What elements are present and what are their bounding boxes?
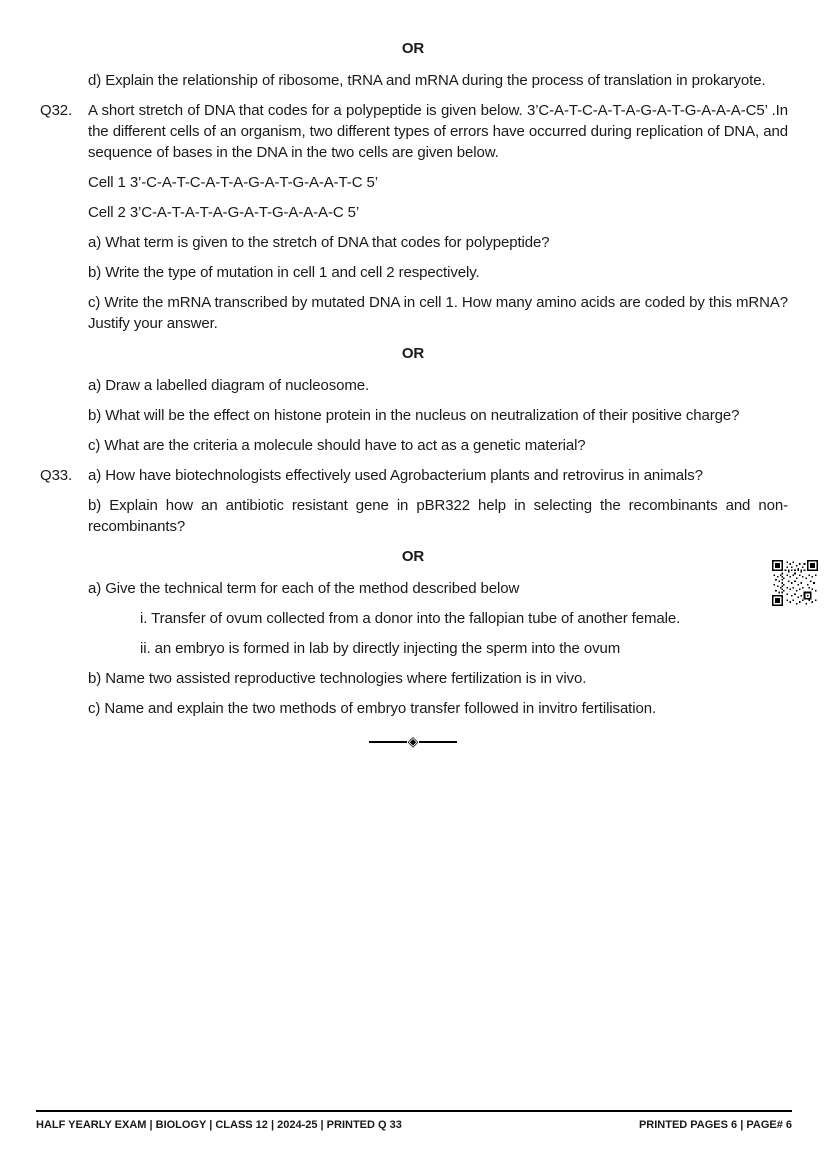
ornament-line [369, 741, 407, 743]
or-separator: OR [401, 548, 425, 565]
sub-question-b: b) Explain how an antibiotic resistant gene in pBR322 help in selecting the recombinants and non-recombinants? [88, 497, 788, 535]
dna-sequence-cell2: Cell 2 3’C-A-T-A-T-A-G-A-T-G-A-A-A-C 5’ [88, 204, 360, 221]
question-number: Q32. [40, 102, 73, 119]
footer-right-text: PRINTED PAGES 6 | PAGE# 6 [638, 1119, 792, 1131]
question-number: Q33. [40, 467, 73, 484]
sub-item-ii: ii. an embryo is formed in lab by directly injecting the sperm into the ovum [140, 640, 621, 657]
sub-question-a: a) Draw a labelled diagram of nucleosome. [88, 377, 370, 394]
sub-question-b: b) What will be the effect on histone protein in the nucleus on neutralization of their positive charge? [88, 407, 740, 424]
sub-question-a: a) What term is given to the stretch of DNA that codes for polypeptide? [88, 234, 550, 251]
sub-question-c: c) Write the mRNA transcribed by mutated DNA in cell 1. How many amino acids are coded by this mRNA? Justify your answer. [88, 294, 788, 332]
dna-sequence-cell1: Cell 1 3’-C-A-T-C-A-T-A-G-A-T-G-A-A-T-C 5’ [88, 174, 378, 191]
sub-item-i: i. Transfer of ovum collected from a donor into the fallopian tube of another female. [140, 610, 681, 627]
or-separator: OR [401, 345, 425, 362]
question-text: a) How have biotechnologists effectively used Agrobacterium plants and retrovirus in animals? [88, 467, 703, 484]
qr-code [772, 560, 818, 606]
question-q33 [40, 465, 788, 486]
sub-question-b: b) Name two assisted reproductive technologies where fertilization is in vivo. [88, 670, 587, 687]
footer-left-text: HALF YEARLY EXAM | BIOLOGY | CLASS 12 | 2024-25 | PRINTED Q 33 [36, 1119, 402, 1131]
or-separator: OR [401, 40, 425, 57]
page-footer [36, 1110, 792, 1131]
question-text: A short stretch of DNA that codes for a polypeptide is given below. 3’C-A-T-C-A-T-A-G-A-T-G-A-A-A-C5’ .In the different cells of an organism, two different types of errors have occurred during replication of DNA, and sequence of bases in the DNA in the two cells are given below. [88, 102, 788, 161]
sub-question-c: c) Name and explain the two methods of embryo transfer followed in invitro fertilisation. [88, 700, 657, 717]
diamond-icon: ◈ [407, 734, 419, 750]
end-ornament [38, 735, 788, 749]
sub-question-a: a) Give the technical term for each of the method described below [88, 580, 520, 597]
sub-question-c: c) What are the criteria a molecule should have to act as a genetic material? [88, 437, 586, 454]
ornament-line [419, 741, 457, 743]
question-q32 [40, 100, 788, 163]
sub-question-b: b) Write the type of mutation in cell 1 and cell 2 respectively. [88, 264, 480, 281]
sub-question-d: d) Explain the relationship of ribosome, tRNA and mRNA during the process of translation in prokaryote. [88, 72, 766, 89]
